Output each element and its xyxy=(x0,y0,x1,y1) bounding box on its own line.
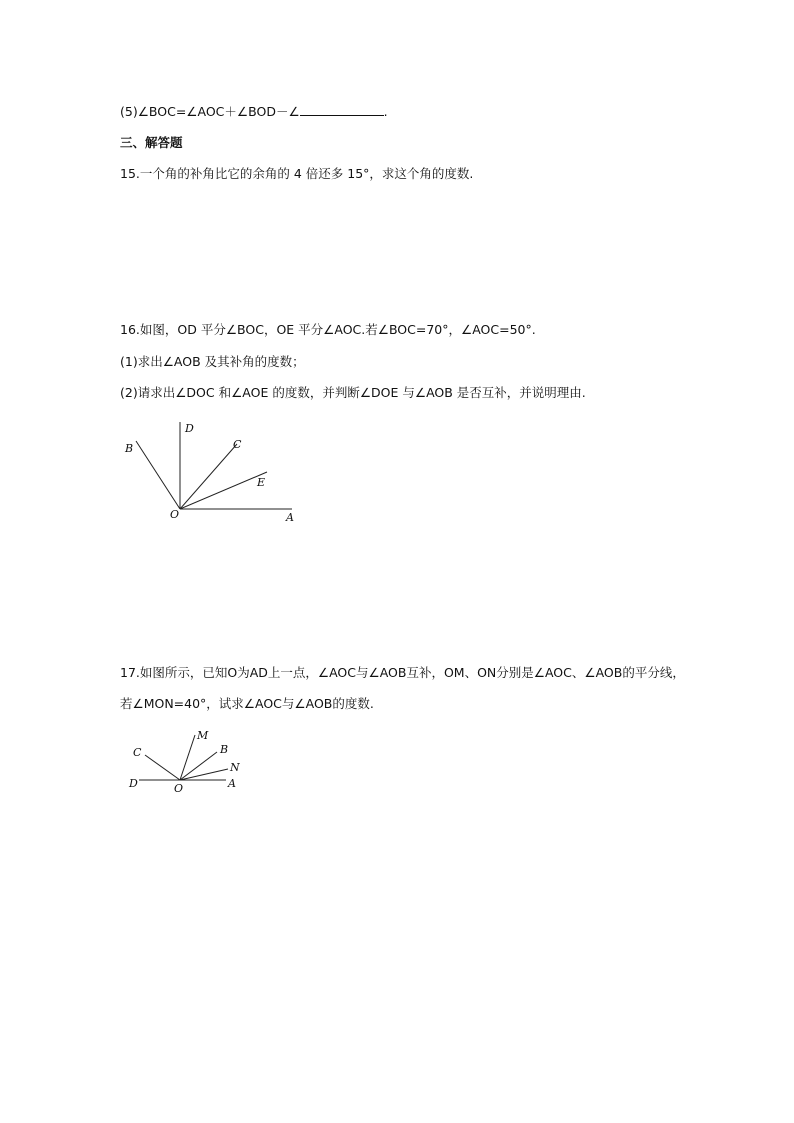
ray-OC xyxy=(145,755,180,780)
label-M: M xyxy=(197,729,209,742)
label-O: O xyxy=(174,782,184,795)
label-C: C xyxy=(233,438,242,451)
label-N: N xyxy=(230,761,240,774)
question-16-stem: 16.如图，OD 平分∠BOC，OE 平分∠AOC.若∠BOC=70°，∠AOC=50°. xyxy=(120,322,536,337)
question-17-line2: 若∠MON=40°，试求∠AOC与∠AOB的度数. xyxy=(120,696,374,711)
label-A: A xyxy=(228,777,236,790)
question-17-line1: 17.如图所示，已知O为AD上一点，∠AOC与∠AOB互补，OM、ON分别是∠AOC、∠AOB的平分线， xyxy=(120,665,685,680)
label-E: E xyxy=(257,476,266,489)
label-B: B xyxy=(220,743,229,756)
question-16-part2: (2)请求出∠DOC 和∠AOE 的度数，并判断∠DOE 与∠AOB 是否互补，并说明理由. xyxy=(120,385,586,400)
label-O: O xyxy=(170,508,180,521)
section-title: 三、解答题 xyxy=(120,135,183,150)
question-16-part1: (1)求出∠AOB 及其补角的度数； xyxy=(120,354,305,369)
q14-part5-end: . xyxy=(383,104,388,119)
label-D: D xyxy=(129,777,138,790)
label-B: B xyxy=(125,442,134,455)
question-15: 15.一个角的补角比它的余角的 4 倍还多 15°，求这个角的度数. xyxy=(120,166,474,181)
label-C: C xyxy=(133,746,142,759)
label-A: A xyxy=(286,511,294,524)
ray-OM xyxy=(180,735,195,780)
label-D: D xyxy=(185,422,194,435)
q14-part5-text: (5)∠BOC=∠AOC＋∠BOD－∠ xyxy=(120,104,300,119)
